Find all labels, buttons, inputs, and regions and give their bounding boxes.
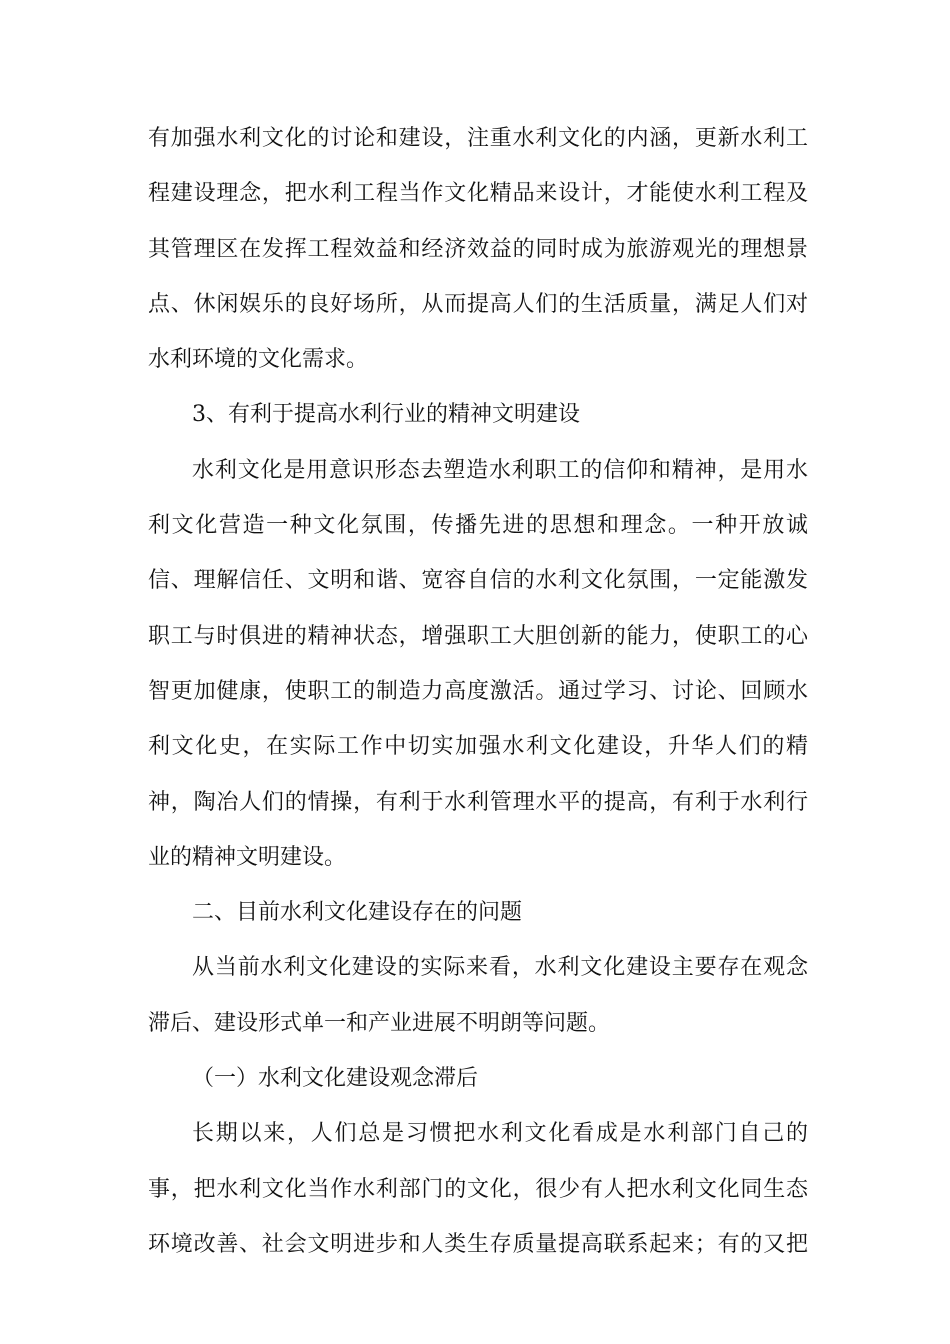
- text-line: 长期以来，人们总是习惯把水利文化看成是水利部门自己的: [192, 1121, 808, 1147]
- section-heading: （一）水利文化建设观念滞后: [192, 1066, 479, 1092]
- text-line: 利文化营造一种文化氛围，传播先进的思想和理念。一种开放诚: [148, 513, 808, 539]
- text-line: 神，陶冶人们的情操，有利于水利管理水平的提高，有利于水利行: [148, 789, 808, 815]
- text-line: 环境改善、社会文明进步和人类生存质量提高联系起来；有的又把: [148, 1231, 808, 1257]
- text-line: 业的精神文明建设。: [148, 844, 347, 870]
- text-line: 其管理区在发挥工程效益和经济效益的同时成为旅游观光的理想景: [148, 236, 808, 262]
- text-line: 点、休闲娱乐的良好场所，从而提高人们的生活质量，满足人们对: [148, 291, 808, 317]
- text-line: 利文化史，在实际工作中切实加强水利文化建设，升华人们的精: [148, 734, 808, 760]
- text-line: 智更加健康，使职工的制造力高度激活。通过学习、讨论、回顾水: [148, 678, 808, 704]
- section-heading: 3、有利于提高水利行业的精神文明建设: [192, 402, 580, 428]
- document-page: [148, 119, 808, 1280]
- text-line: 有加强水利文化的讨论和建设，注重水利文化的内涵，更新水利工: [148, 126, 808, 151]
- text-line: 事，把水利文化当作水利部门的文化，很少有人把水利文化同生态: [148, 1176, 808, 1202]
- text-line: 滞后、建设形式单一和产业进展不明朗等问题。: [148, 1010, 611, 1036]
- text-line: 水利文化是用意识形态去塑造水利职工的信仰和精神，是用水: [192, 457, 808, 483]
- text-line: 从当前水利文化建设的实际来看，水利文化建设主要存在观念: [192, 955, 808, 981]
- text-line: 水利环境的文化需求。: [148, 347, 369, 373]
- text-line: 程建设理念，把水利工程当作文化精品来设计，才能使水利工程及: [148, 181, 808, 207]
- text-line: 职工与时俱进的精神状态，增强职工大胆创新的能力，使职工的心: [148, 623, 808, 649]
- section-heading: 二、目前水利文化建设存在的问题: [192, 900, 523, 926]
- text-line: 信、理解信任、文明和谐、宽容自信的水利文化氛围，一定能激发: [148, 568, 808, 594]
